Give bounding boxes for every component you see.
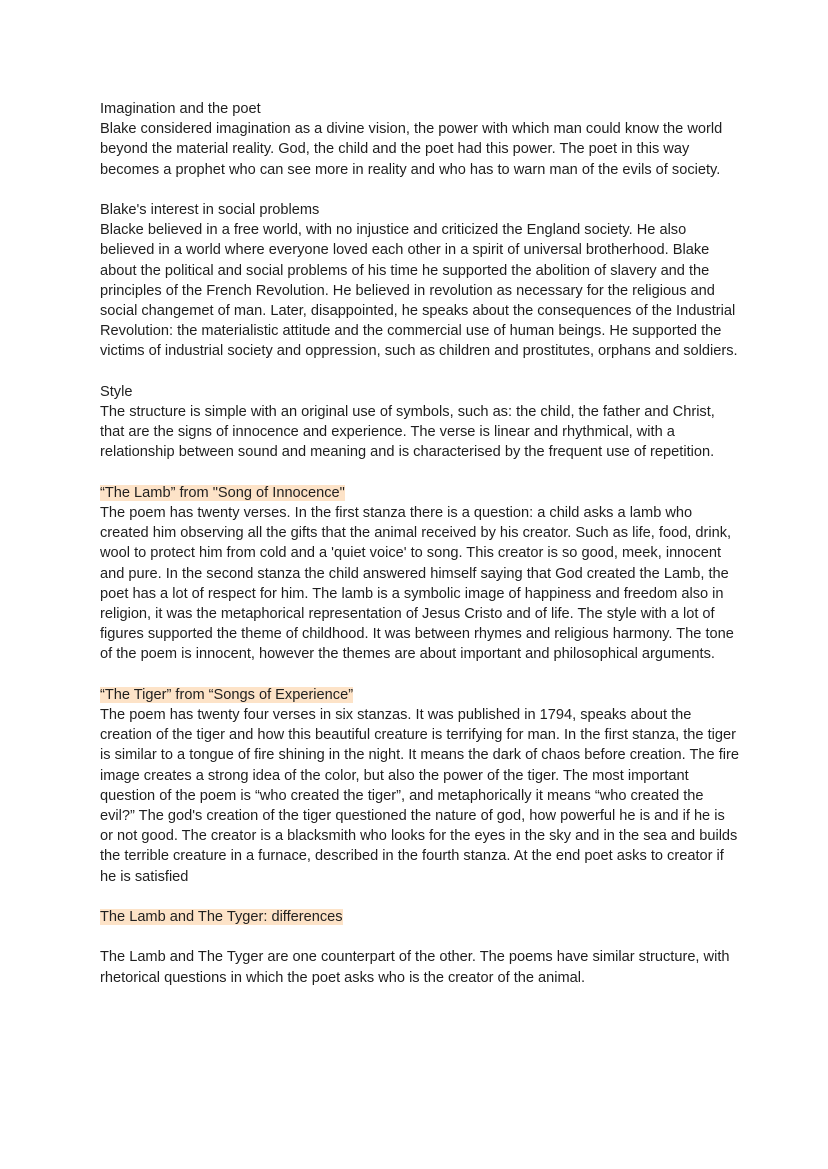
- section-heading-highlighted: The Lamb and The Tyger: differences: [100, 909, 343, 926]
- section-body: The poem has twenty four verses in six stanzas. It was published in 1794, speaks about the creation of the tiger and how this beautiful creature is terrifying for man. In the first stanza, the tiger is similar to a tongue of fire shining in the night. It means the dark of chaos before creation. The fire image creates a strong idea of the color, but also the power of the tiger. The most important question of the poem is “who created the tiger”, and metaphorically it means “who created the evil?” The god's creation of the tiger questioned the nature of god, how powerful he is and if he is or not good. The creator is a blacksmith who looks for the eyes in the sky and in the sea and builds the terrible creature in a furnace, described in the fourth stanza. At the end poet asks to creator if he is satisfied: [100, 707, 739, 885]
- section-body: Blake considered imagination as a divine vision, the power with which man could know the world beyond the material reality. God, the child and the poet had this power. The poet in this way becomes a prophet who can see more in reality and who has to warn man of the evils of society.: [100, 121, 723, 178]
- section-body: The Lamb and The Tyger are one counterpart of the other. The poems have similar structure, with rhetorical questions in which the poet asks who is the creator of the animal.: [100, 949, 730, 986]
- section-style: [100, 382, 740, 463]
- section-heading-highlighted: “The Lamb” from "Song of Innocence": [100, 484, 345, 501]
- section-the-tiger: [100, 685, 740, 887]
- section-social-problems: [100, 200, 740, 362]
- section-heading: Imagination and the poet: [100, 101, 261, 117]
- section-body: Blacke believed in a free world, with no injustice and criticized the England society. He also believed in a world where everyone loved each other in a spirit of universal brotherhood. Blake about the political and social problems of his time he supported the abolition of slavery and the principles of the French Revolution. He believed in revolution as necessary for the religious and social changemet of man. Later, disappointed, he speaks about the consequences of the Industrial Revolution: the materialistic attitude and the commercial use of human beings. He supported the victims of industrial society and oppression, such as children and prostitutes, orphans and soldiers.: [100, 222, 738, 360]
- section-differences: [100, 907, 740, 988]
- section-body: The structure is simple with an original use of symbols, such as: the child, the father and Christ, that are the signs of innocence and experience. The verse is linear and rhythmical, with a relationship between sound and meaning and is characterised by the frequent use of repetition.: [100, 404, 715, 461]
- section-the-lamb: [100, 483, 740, 665]
- paragraph-spacer: [100, 927, 740, 947]
- section-heading-highlighted: “The Tiger” from “Songs of Experience”: [100, 686, 354, 703]
- document-page: [100, 99, 740, 1008]
- section-heading: Blake's interest in social problems: [100, 202, 320, 218]
- section-body: The poem has twenty verses. In the first stanza there is a question: a child asks a lamb who created him observing all the gifts that the animal received by his creator. Such as life, food, drink, wool to protect him from cold and a 'quiet voice' to song. This creator is so good, meek, innocent and pure. In the second stanza the child answered himself saying that God created the Lamb, the poet has a lot of respect for him. The lamb is a symbolic image of happiness and freedom also in religion, it was the metaphorical representation of Jesus Cristo and of life. The style with a lot of figures supported the theme of childhood. It was between rhymes and religious harmony. The tone of the poem is innocent, however the themes are about important and philosophical arguments.: [100, 505, 734, 663]
- section-heading: Style: [100, 383, 133, 400]
- section-imagination: [100, 99, 740, 180]
